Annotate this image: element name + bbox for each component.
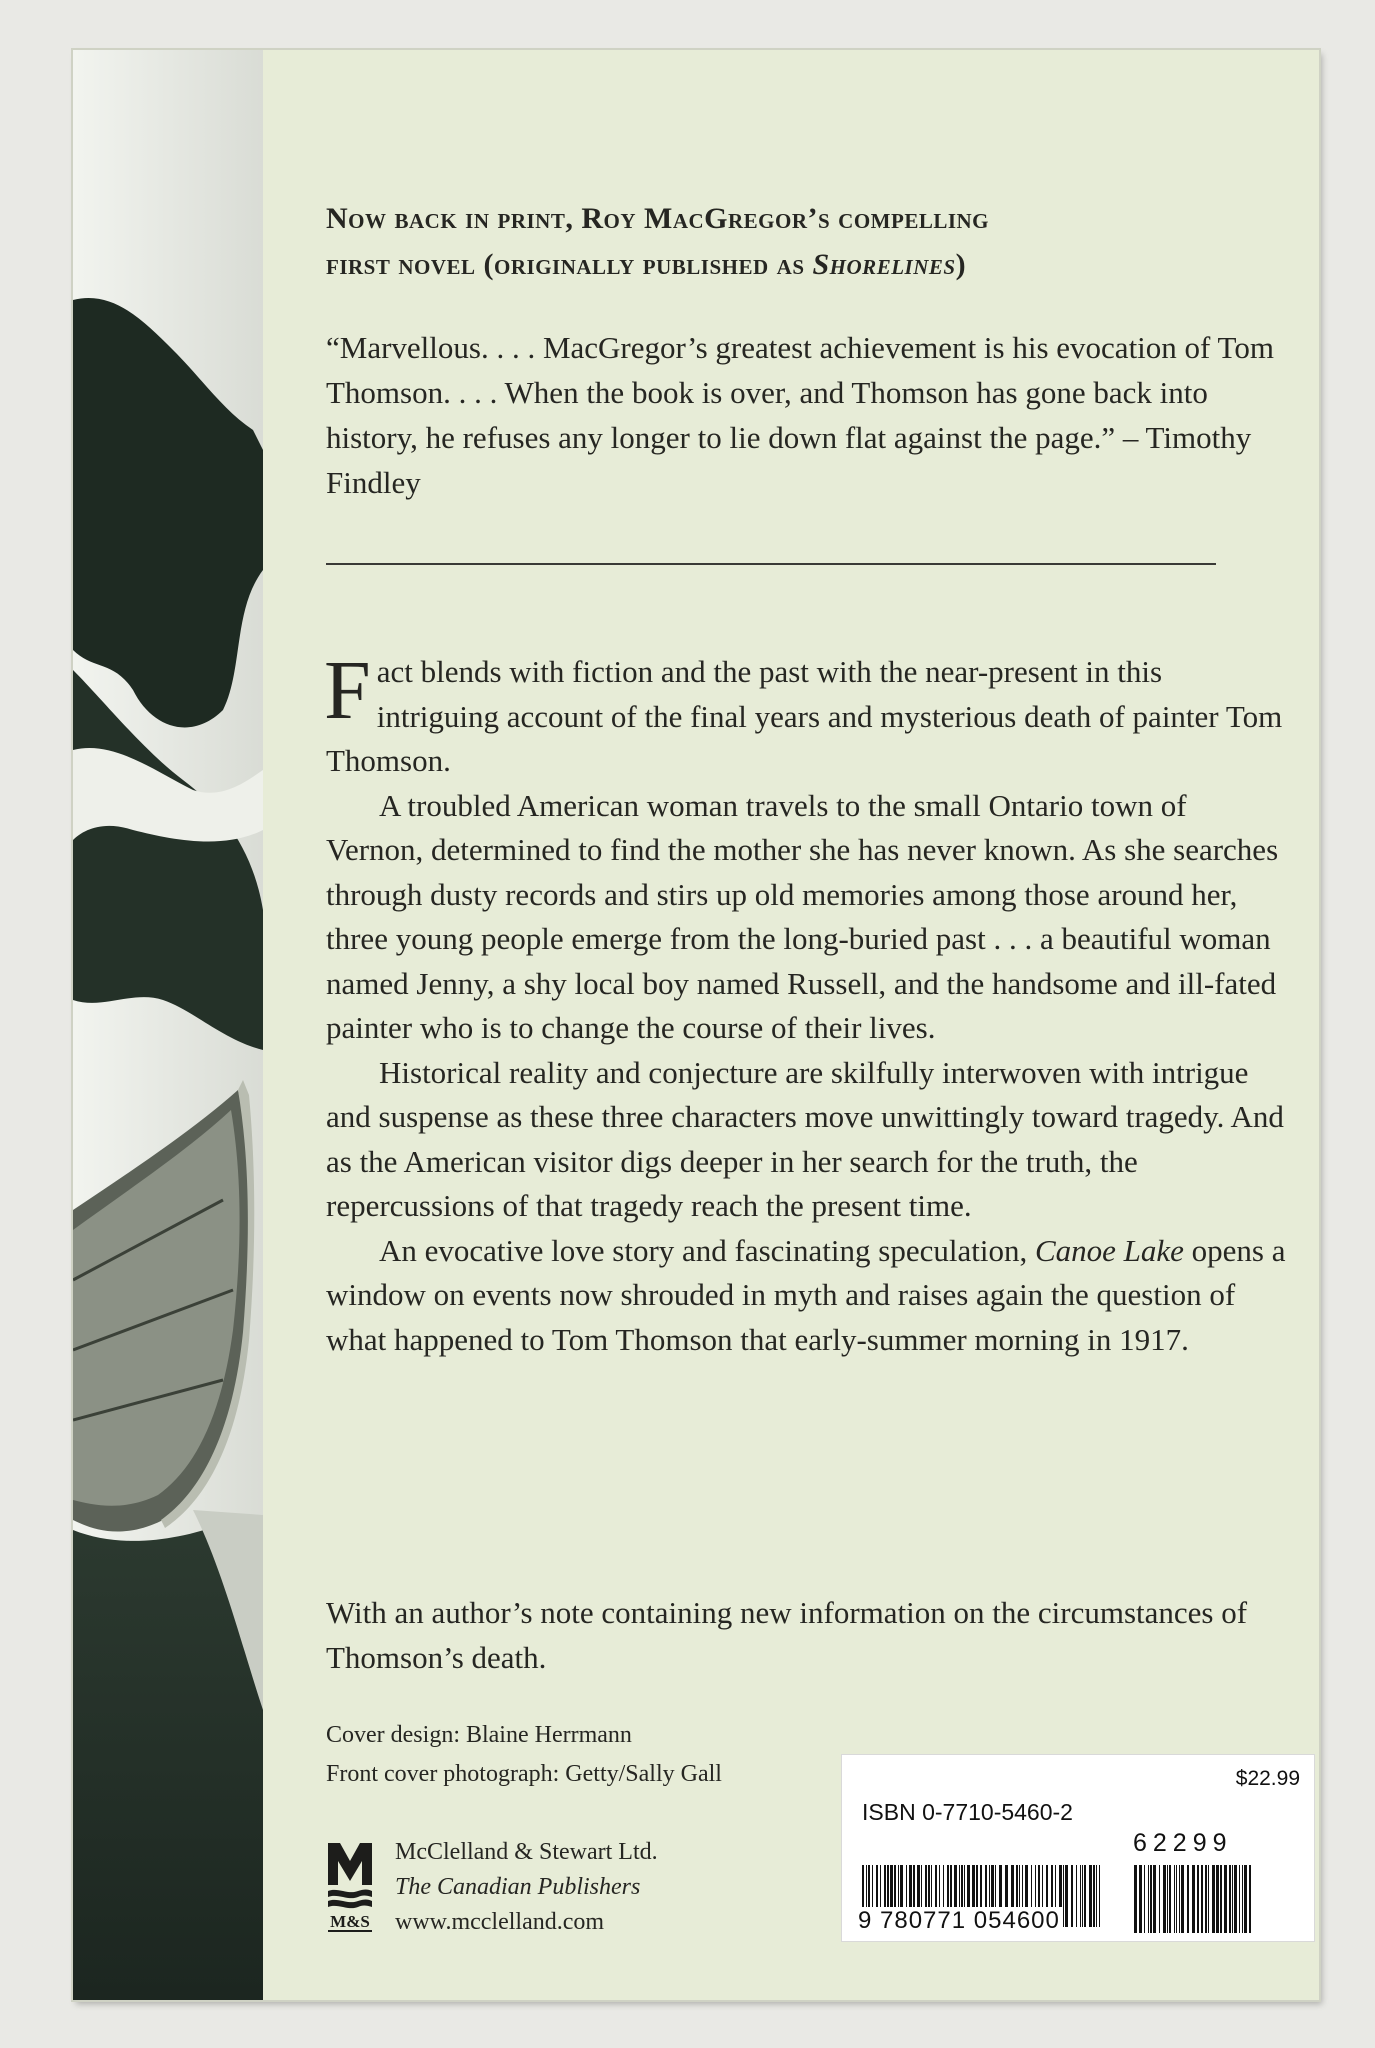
publisher-info xyxy=(395,1835,658,1940)
headline-original-title: Shorelines xyxy=(812,248,956,281)
front-photo-credit: Front cover photograph: Getty/Sally Gall xyxy=(326,1761,722,1787)
price-supplement-number: 62299 xyxy=(1133,1829,1233,1857)
book-title: Canoe Lake xyxy=(1034,1232,1184,1268)
supplement-barcode xyxy=(1134,1865,1254,1933)
barcode-label xyxy=(841,1754,1315,1942)
publisher-logo-text: M&S xyxy=(330,1912,370,1931)
cover-photo-strip xyxy=(73,50,263,2000)
book-back-cover xyxy=(73,50,1319,2000)
divider-rule xyxy=(326,563,1216,565)
headline-line-2-end: ) xyxy=(955,248,967,281)
book-description xyxy=(324,644,1286,1362)
ean-digits: 9 780771 054600 xyxy=(858,1907,1060,1934)
back-cover-content xyxy=(326,50,1286,2000)
review-quote: “Marvellous. . . . MacGregor’s greatest achievement is his evocation of Tom Thomson. . . . When the book is over, and Thomson has gone back into history, he refuses any longer to lie down flat against the page.” – Timothy Findley xyxy=(326,330,1274,500)
canoe-photo xyxy=(73,50,263,2000)
description-paragraph-4 xyxy=(326,1229,1286,1363)
description-paragraph-1-text: act blends with fiction and the past with the near-present in this intriguing account of the final years and mysterious death of painter Tom Thomson. xyxy=(326,654,1283,778)
publisher-tagline: The Canadian Publishers xyxy=(395,1874,641,1900)
drop-cap: F xyxy=(324,644,371,737)
publisher-name: McClelland & Stewart Ltd. xyxy=(395,1839,658,1865)
headline-line-2: first novel (originally published as xyxy=(326,248,813,281)
description-paragraph-3: Historical reality and conjecture are skilfully interwoven with intrigue and suspense as these three characters move unwittingly toward tragedy. And as the American visitor digs deeper in her search for the truth, the repercussions of that tragedy reach the present time. xyxy=(326,1054,1284,1223)
price: $22.99 xyxy=(1235,1767,1300,1790)
publisher-website: www.mcclelland.com xyxy=(395,1909,605,1935)
description-paragraph-4-post: opens a window on events now shrouded in myth and raises again the question of what happened to Tom Thomson that early-summer morning in 1917. xyxy=(326,1232,1286,1357)
cover-design-credit: Cover design: Blaine Herrmann xyxy=(326,1722,632,1748)
author-note: With an author’s note containing new information on the circumstances of Thomson’s death. xyxy=(326,1595,1248,1675)
isbn: ISBN 0-7710-5460-2 xyxy=(862,1799,1073,1825)
headline-line-1: Now back in print, Roy MacGregor’s compelling xyxy=(326,202,990,235)
publisher-block xyxy=(326,1835,826,1955)
headline xyxy=(326,196,1276,288)
description-paragraph-4-pre: An evocative love story and fascinating speculation, xyxy=(379,1232,1035,1268)
description-paragraph-1 xyxy=(324,644,1286,784)
publisher-logo-icon xyxy=(326,1839,374,1935)
credits xyxy=(326,1716,926,1794)
description-paragraph-2: A troubled American woman travels to the small Ontario town of Vernon, determined to find the mother she has never known. As she searches through dusty records and stirs up old memories among those around her, three young people emerge from the long-buried past . . . a beautiful woman named Jenny, a shy local boy named Russell, and the handsome and ill-fated painter who is to change the course of their lives. xyxy=(326,787,1279,1045)
